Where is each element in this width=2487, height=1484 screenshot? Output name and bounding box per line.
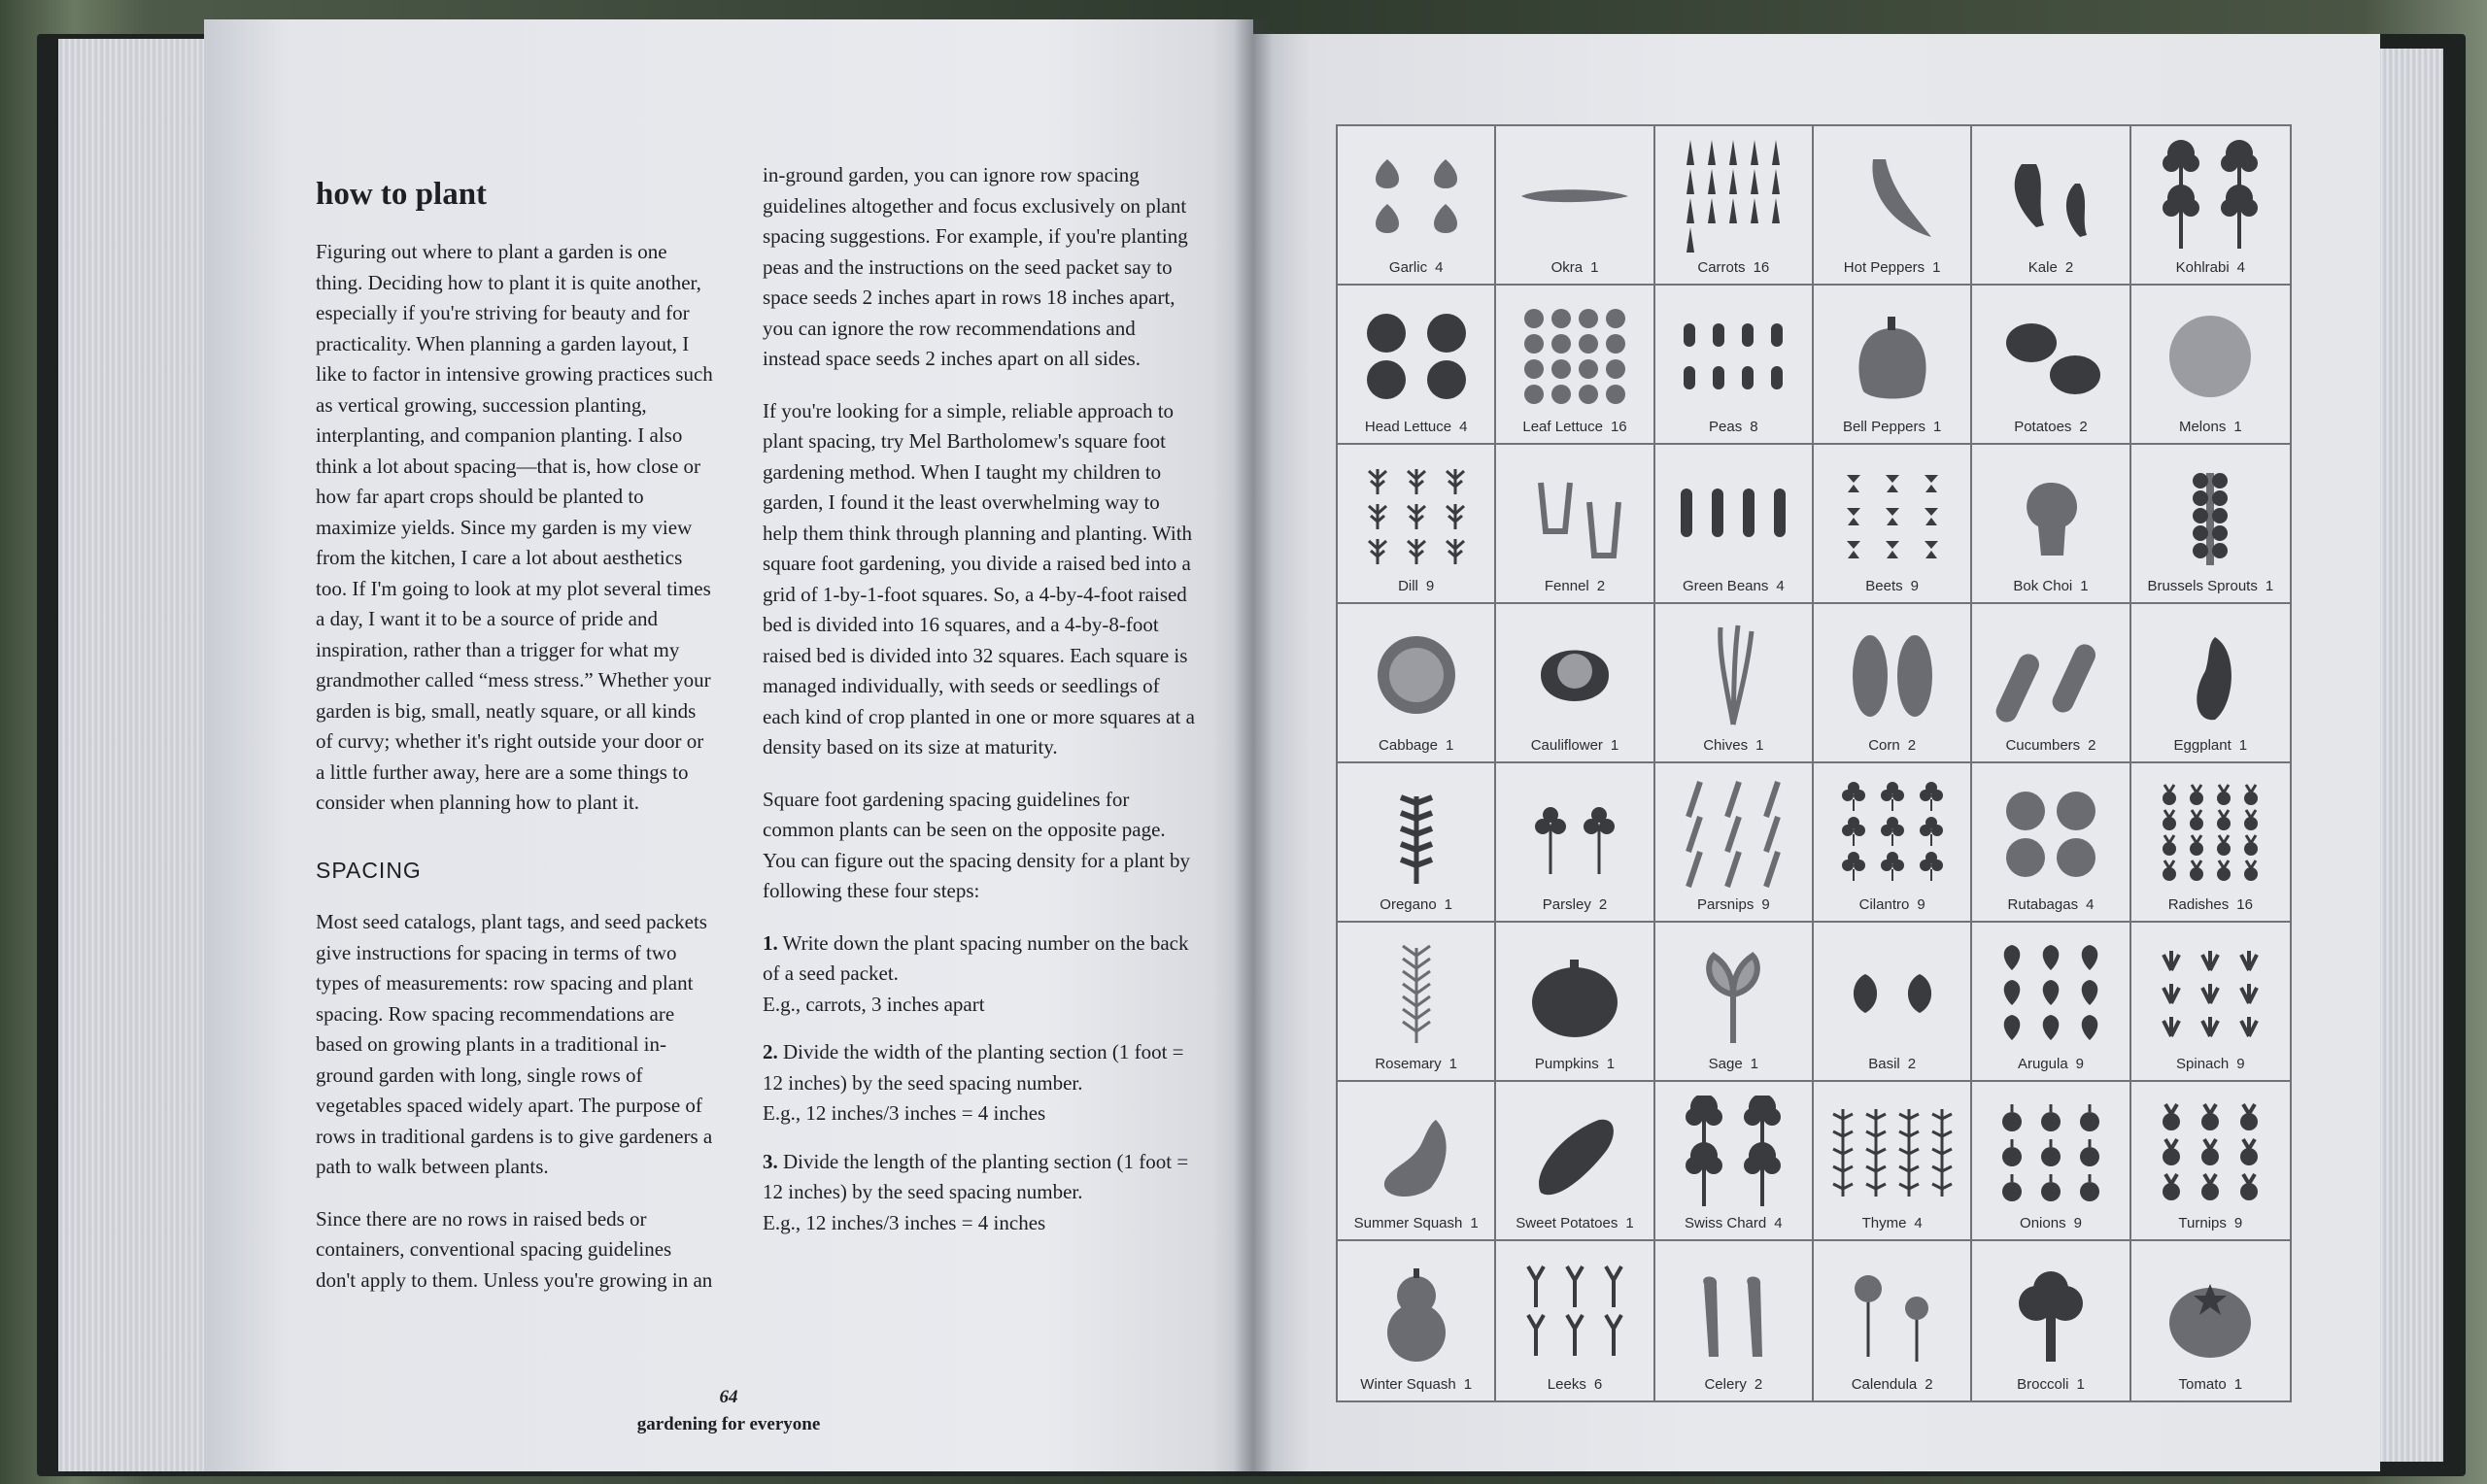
plant-name: Tomato (2178, 1376, 2227, 1393)
plant-cell (2131, 923, 2290, 1082)
plant-cell (1814, 126, 1972, 286)
plant-label (1496, 419, 1652, 435)
rosemary-icon (1344, 936, 1489, 1051)
plant-label (2131, 578, 2290, 594)
plant-name: Sage (1708, 1056, 1743, 1072)
plant-cell (2131, 286, 2290, 445)
plant-name: Chives (1703, 737, 1749, 754)
step-example: E.g., 12 inches/3 inches = 4 inches (763, 1101, 1046, 1125)
plant-count: 1 (1625, 1215, 1634, 1231)
plant-cell (1338, 763, 1496, 923)
plant-label (1338, 896, 1494, 913)
plant-count: 1 (1933, 419, 1942, 435)
plant-label (1338, 578, 1494, 594)
plant-cell (1338, 126, 1496, 286)
plant-count: 4 (2236, 259, 2246, 276)
plant-name: Carrots (1697, 259, 1746, 276)
right-text-column (763, 160, 1195, 1256)
plant-count: 1 (2080, 578, 2089, 594)
plant-cell (1814, 445, 1972, 604)
plant-name: Garlic (1388, 259, 1428, 276)
kohlrabi-icon (2137, 140, 2283, 254)
plant-name: Turnips (2178, 1215, 2227, 1231)
plant-label (1814, 578, 1970, 594)
thyme-icon (1820, 1096, 1965, 1210)
plant-count: 1 (1750, 1056, 1759, 1072)
plant-count: 9 (1761, 896, 1770, 913)
rutabagas-icon (1978, 777, 2124, 892)
carrots-icon (1660, 140, 1806, 254)
step-example: E.g., 12 inches/3 inches = 4 inches (763, 1210, 1046, 1234)
plant-count: 1 (1606, 1056, 1616, 1072)
arugula-icon (1978, 936, 2124, 1051)
okra-icon (1502, 140, 1648, 254)
plant-cell (1814, 763, 1972, 923)
plant-label (1972, 737, 2129, 754)
plant-count: 2 (1596, 578, 1606, 594)
celery-icon (1660, 1255, 1806, 1369)
plant-cell (1972, 604, 2130, 763)
spinach-icon (2137, 936, 2283, 1051)
onions-icon (1978, 1096, 2124, 1210)
plant-name: Fennel (1544, 578, 1589, 594)
plant-cell (1496, 126, 1654, 286)
plant-label (1814, 896, 1970, 913)
left-page-stack (58, 39, 223, 1471)
plant-cell (1972, 286, 2130, 445)
plant-count: 2 (2079, 419, 2088, 435)
plant-cell (2131, 604, 2290, 763)
plant-label (2131, 1056, 2290, 1072)
plant-cell (1814, 286, 1972, 445)
column2-paragraph-2: If you're looking for a simple, reliable approach to plant spacing, try Mel Bartholomew's square foot gardening method. When I taught my children to garden, I found it the least overwhelming way to help them think through planning and planting. With square foot gardening, you divide a raised bed into a grid of 1-by-1-foot squares. So, a 4-by-4-foot raised bed is divided into 16 squares, and a 4-by-8-foot raised bed is divided into 32 squares. Each square is managed individually, with seeds or seedlings of each kind of crop planted in one or more squares at a density based on its size at maturity. (763, 398, 1195, 759)
swiss-chard-icon (1660, 1096, 1806, 1210)
plant-count: 9 (1910, 578, 1919, 594)
tomato-icon (2137, 1255, 2283, 1369)
plant-label (1972, 1215, 2129, 1231)
plant-count: 4 (1914, 1215, 1923, 1231)
intro-paragraph: Figuring out where to plant a garden is one thing. Deciding how to plant it is quite another, especially if you're striving for beauty and for practicality. When planning a garden layout, I like to factor in intensive growing practices such as vertical growing, succession planting, interplanting, and companion planting. I also think a lot about spacing—that is, how close or how far apart crops should be planted to maximize yields. Since my garden is my view from the kitchen, I care a lot about aesthetics too. If I'm going to look at my plot several times a day, I want it to be a source of pride and inspiration, rather than a trigger for what my grandmother called “mess stress.” Whether your garden is big, small, neatly square, or all kinds of curvy; whether it's right outside your door or a little further away, here are a some things to consider when planning how to plant it. (316, 240, 713, 814)
plant-label (1496, 737, 1652, 754)
plant-name: Radishes (2167, 896, 2230, 913)
plant-count: 9 (2236, 1056, 2245, 1072)
plant-count: 2 (2088, 737, 2096, 754)
plant-cell (1496, 445, 1654, 604)
plant-name: Rosemary (1375, 1056, 1442, 1072)
plant-label (1655, 737, 1812, 754)
summer-squash-icon (1344, 1096, 1489, 1210)
bell-peppers-icon (1820, 299, 1965, 414)
plant-name: Cauliflower (1530, 737, 1603, 754)
plant-count: 1 (1445, 737, 1454, 754)
plant-cell (1496, 923, 1654, 1082)
plant-count: 2 (1907, 1056, 1917, 1072)
plant-name: Potatoes (2014, 419, 2072, 435)
section-heading: how to plant (316, 177, 488, 212)
plant-label (1972, 419, 2129, 435)
plant-cell (1814, 1241, 1972, 1400)
plant-name: Brussels Sprouts (2147, 578, 2258, 594)
plant-label (1814, 737, 1970, 754)
plant-label (1496, 1215, 1652, 1231)
peas-icon (1660, 299, 1806, 414)
plant-cell (1496, 286, 1654, 445)
plant-count: 9 (1917, 896, 1925, 913)
plant-name: Cucumbers (2005, 737, 2081, 754)
step-item (763, 1147, 1195, 1239)
plant-count: 1 (2238, 737, 2248, 754)
plant-label (1655, 1056, 1812, 1072)
plant-cell (1972, 126, 2130, 286)
dill-icon (1344, 458, 1489, 573)
plant-label (1814, 259, 1970, 276)
plant-label (1338, 419, 1494, 435)
sweet-potatoes-icon (1502, 1096, 1648, 1210)
plant-cell (1338, 923, 1496, 1082)
plant-label (1338, 737, 1494, 754)
plant-name: Cilantro (1858, 896, 1910, 913)
plant-name: Summer Squash (1353, 1215, 1463, 1231)
plant-name: Hot Peppers (1843, 259, 1925, 276)
plant-cell (1338, 1241, 1496, 1400)
plant-label (1655, 259, 1812, 276)
plant-cell (1972, 923, 2130, 1082)
plant-name: Onions (2020, 1215, 2066, 1231)
plant-label (1655, 419, 1812, 435)
right-page-stack (2370, 49, 2443, 1462)
plant-name: Okra (1550, 259, 1584, 276)
plant-count: 16 (2236, 896, 2253, 913)
eggplant-icon (2137, 618, 2283, 732)
plant-cell (1338, 1082, 1496, 1241)
plant-cell (1338, 286, 1496, 445)
plant-name: Parsley (1542, 896, 1591, 913)
plant-label (1496, 259, 1652, 276)
plant-count: 1 (1755, 737, 1764, 754)
fennel-icon (1502, 458, 1648, 573)
beets-icon (1820, 458, 1965, 573)
plant-count: 9 (2233, 1215, 2243, 1231)
plant-cell (1814, 1082, 1972, 1241)
plant-label (1338, 1056, 1494, 1072)
plant-count: 1 (2233, 419, 2242, 435)
plant-name: Rutabagas (2007, 896, 2079, 913)
step-number: 3. (763, 1149, 778, 1173)
plant-count: 4 (1459, 419, 1468, 435)
plant-label (1814, 419, 1970, 435)
plant-name: Pumpkins (1534, 1056, 1599, 1072)
plant-cell (1814, 923, 1972, 1082)
plant-name: Peas (1709, 419, 1743, 435)
plant-name: Head Lettuce (1364, 419, 1452, 435)
plant-cell (1972, 445, 2130, 604)
plant-label (1814, 1376, 1970, 1393)
plant-cell (1655, 126, 1814, 286)
steps-list (763, 928, 1195, 1239)
plant-name: Spinach (2176, 1056, 2230, 1072)
plant-label (1972, 578, 2129, 594)
plant-label (1814, 1215, 1970, 1231)
plant-name: Leaf Lettuce (1522, 419, 1603, 435)
step-item (763, 928, 1195, 1021)
plant-count: 2 (1925, 1376, 1933, 1393)
plant-count: 2 (1598, 896, 1608, 913)
plant-name: Cabbage (1379, 737, 1438, 754)
page-number: 64 (719, 1387, 738, 1407)
plant-cell (1338, 604, 1496, 763)
step-example: E.g., carrots, 3 inches apart (763, 992, 985, 1016)
plant-name: Beets (1865, 578, 1903, 594)
plant-count: 1 (1610, 737, 1619, 754)
plant-label (2131, 259, 2290, 276)
plant-label (2131, 896, 2290, 913)
plant-cell (1655, 604, 1814, 763)
plant-cell (1655, 1241, 1814, 1400)
plant-name: Oregano (1380, 896, 1437, 913)
plant-cell (2131, 1241, 2290, 1400)
plant-label (1338, 1215, 1494, 1231)
plant-label (1655, 1215, 1812, 1231)
plant-name: Broccoli (2017, 1376, 2069, 1393)
plant-count: 1 (1932, 259, 1941, 276)
plant-count: 1 (1470, 1215, 1479, 1231)
step-text: Divide the length of the planting section (1 foot = 12 inches) by the seed spacing number. (763, 1149, 1189, 1203)
radishes-icon (2137, 777, 2283, 892)
plant-count: 1 (2076, 1376, 2085, 1393)
parsley-icon (1502, 777, 1648, 892)
cilantro-icon (1820, 777, 1965, 892)
plant-name: Sweet Potatoes (1516, 1215, 1618, 1231)
hot-peppers-icon (1820, 140, 1965, 254)
plant-count: 6 (1593, 1376, 1603, 1393)
spacing-paragraph-1: Most seed catalogs, plant tags, and seed packets give instructions for spacing in terms of two types of measurements: row spacing and plant spacing. Row spacing recommendations are based on growing plants in a traditional in-ground garden with long, single rows of vegetables spaced widely apart. The purpose of rows in traditional gardens is to give gardeners a path to walk between plants. (316, 910, 713, 1178)
plant-cell (1655, 286, 1814, 445)
plant-name: Winter Squash (1360, 1376, 1456, 1393)
plant-cell (1655, 763, 1814, 923)
plant-label (1655, 1376, 1812, 1393)
plant-cell (1655, 923, 1814, 1082)
calendula-icon (1820, 1255, 1965, 1369)
book-title: gardening for everyone (636, 1414, 821, 1434)
plant-count: 4 (1435, 259, 1444, 276)
plant-label (1496, 578, 1652, 594)
plant-count: 2 (1754, 1376, 1763, 1393)
spacing-paragraph-2: Since there are no rows in raised beds or containers, conventional spacing guidelines don't apply to them. Unless you're growing in an (316, 1206, 713, 1292)
plant-cell (1496, 1241, 1654, 1400)
plant-count: 4 (1774, 1215, 1783, 1231)
plant-label (1655, 896, 1812, 913)
plant-cell (1496, 1082, 1654, 1241)
plant-cell (1972, 763, 2130, 923)
head-lettuce-icon (1344, 299, 1489, 414)
plant-cell (1814, 604, 1972, 763)
plant-label (1814, 1056, 1970, 1072)
book-gutter (1234, 19, 1273, 1471)
plant-count: 2 (1907, 737, 1917, 754)
plant-label (1972, 1056, 2129, 1072)
cucumbers-icon (1978, 618, 2124, 732)
plant-cell (1496, 763, 1654, 923)
melons-icon (2137, 299, 2283, 414)
plant-label (1496, 1056, 1652, 1072)
spacing-heading: SPACING (316, 857, 422, 883)
plant-name: Kale (2027, 259, 2058, 276)
plant-cell (1338, 445, 1496, 604)
green-beans-icon (1660, 458, 1806, 573)
plant-cell (1972, 1082, 2130, 1241)
sage-icon (1660, 936, 1806, 1051)
plant-count: 9 (2075, 1056, 2085, 1072)
column2-paragraph-3: Square foot gardening spacing guidelines for common plants can be seen on the opposite page. You can figure out the spacing density for a plant by following these four steps: (763, 787, 1190, 902)
winter-squash-icon (1344, 1255, 1489, 1369)
cauliflower-icon (1502, 618, 1648, 732)
plant-spacing-grid (1336, 124, 2292, 1402)
plant-cell (1972, 1241, 2130, 1400)
step-item (763, 1037, 1195, 1130)
plant-label (1496, 1376, 1652, 1393)
plant-count: 9 (1425, 578, 1435, 594)
garlic-icon (1344, 140, 1489, 254)
plant-count: 4 (1776, 578, 1785, 594)
plant-label (1972, 259, 2129, 276)
bok-choi-icon (1978, 458, 2124, 573)
plant-cell (2131, 126, 2290, 286)
plant-cell (2131, 763, 2290, 923)
plant-cell (2131, 1082, 2290, 1241)
plant-label (2131, 1376, 2290, 1393)
plant-label (1496, 896, 1652, 913)
plant-name: Green Beans (1682, 578, 1769, 594)
plant-count: 1 (1463, 1376, 1473, 1393)
plant-count: 1 (2265, 578, 2274, 594)
plant-name: Basil (1868, 1056, 1900, 1072)
basil-icon (1820, 936, 1965, 1051)
plant-label (1338, 259, 1494, 276)
column2-paragraph-1: in-ground garden, you can ignore row spacing guidelines altogether and focus exclusively on plant spacing suggestions. For example, if you're planting peas and the instructions on the seed packet say to space seeds 2 inches apart in rows 18 inches apart, you can ignore the row recommendations and instead space seeds 2 inches apart on all sides. (763, 163, 1188, 370)
chives-icon (1660, 618, 1806, 732)
step-text: Write down the plant spacing number on the back of a seed packet. (763, 930, 1189, 985)
cabbage-icon (1344, 618, 1489, 732)
plant-count: 16 (1753, 259, 1770, 276)
left-text-column (316, 175, 714, 1317)
plant-label (2131, 737, 2290, 754)
plant-count: 1 (1590, 259, 1599, 276)
plant-name: Leeks (1547, 1376, 1586, 1393)
plant-count: 1 (1444, 896, 1453, 913)
plant-name: Corn (1868, 737, 1900, 754)
plant-label (1972, 896, 2129, 913)
page-footer (593, 1384, 865, 1438)
plant-label (2131, 1215, 2290, 1231)
plant-label (2131, 419, 2290, 435)
plant-count: 1 (1448, 1056, 1458, 1072)
broccoli-icon (1978, 1255, 2124, 1369)
plant-name: Eggplant (2173, 737, 2231, 754)
step-number: 1. (763, 930, 778, 955)
plant-count: 2 (2064, 259, 2074, 276)
plant-name: Thyme (1861, 1215, 1907, 1231)
plant-count: 4 (2086, 896, 2095, 913)
brussels-sprouts-icon (2137, 458, 2283, 573)
plant-name: Bok Choi (2013, 578, 2073, 594)
plant-name: Arugula (2017, 1056, 2068, 1072)
plant-cell (1655, 1082, 1814, 1241)
plant-cell (2131, 445, 2290, 604)
plant-count: 16 (1610, 419, 1627, 435)
oregano-icon (1344, 777, 1489, 892)
leaf-lettuce-icon (1502, 299, 1648, 414)
plant-label (1972, 1376, 2129, 1393)
plant-count: 1 (2233, 1376, 2243, 1393)
leeks-icon (1502, 1255, 1648, 1369)
plant-cell (1655, 445, 1814, 604)
potatoes-icon (1978, 299, 2124, 414)
plant-name: Parsnips (1696, 896, 1755, 913)
plant-count: 9 (2073, 1215, 2082, 1231)
turnips-icon (2137, 1096, 2283, 1210)
plant-label (1655, 578, 1812, 594)
parsnips-icon (1660, 777, 1806, 892)
plant-name: Swiss Chard (1685, 1215, 1767, 1231)
step-number: 2. (763, 1040, 778, 1063)
corn-icon (1820, 618, 1965, 732)
plant-name: Calendula (1851, 1376, 1918, 1393)
plant-cell (1496, 604, 1654, 763)
plant-count: 8 (1750, 419, 1758, 435)
plant-name: Kohlrabi (2175, 259, 2230, 276)
plant-name: Celery (1704, 1376, 1747, 1393)
pumpkins-icon (1502, 936, 1648, 1051)
kale-icon (1978, 140, 2124, 254)
plant-name: Bell Peppers (1842, 419, 1926, 435)
step-text: Divide the width of the planting section (1 foot = 12 inches) by the seed spacing number. (763, 1040, 1184, 1095)
plant-name: Dill (1398, 578, 1418, 594)
plant-name: Melons (2178, 419, 2227, 435)
plant-label (1338, 1376, 1494, 1393)
